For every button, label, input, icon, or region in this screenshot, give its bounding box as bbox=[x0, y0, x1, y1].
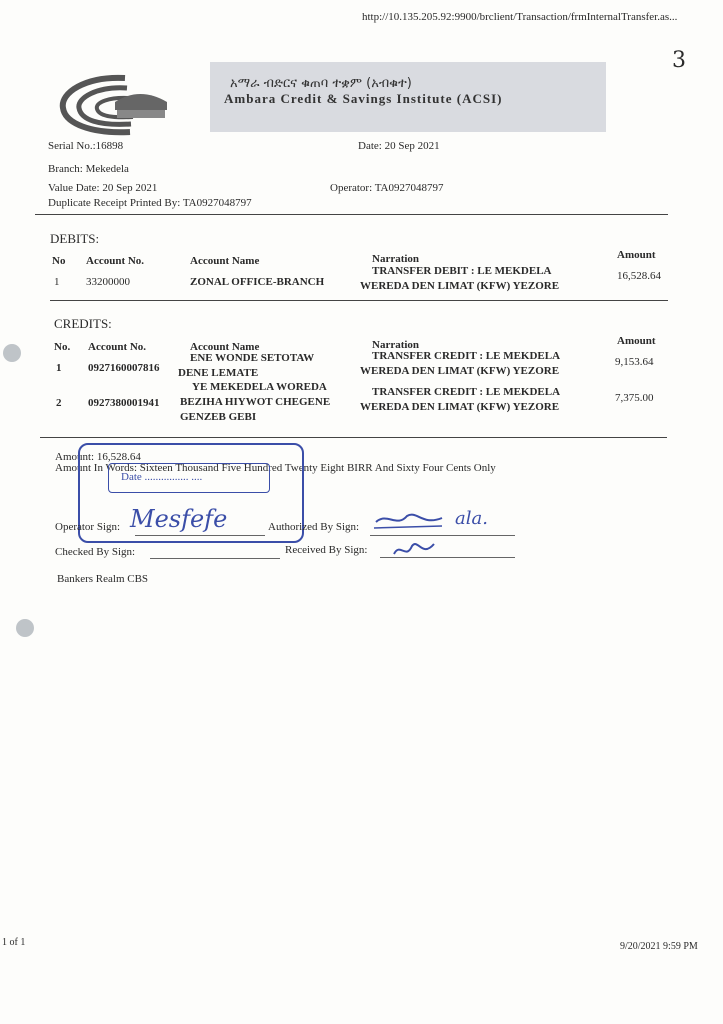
credit-row-account-no: 0927160007816 bbox=[88, 362, 160, 374]
divider bbox=[50, 300, 668, 301]
credits-title: CREDITS: bbox=[54, 316, 112, 331]
received-signature-scribble bbox=[390, 536, 440, 564]
operator-sign-line bbox=[135, 535, 265, 536]
institution-banner bbox=[210, 62, 606, 132]
credits-header-amount: Amount bbox=[617, 335, 656, 347]
page-number-mark: 3 bbox=[672, 48, 686, 73]
credit-row-narration-2: WEREDA DEN LIMAT (KFW) YEZORE bbox=[360, 401, 560, 413]
system-name: Bankers Realm CBS bbox=[57, 573, 149, 585]
debit-row-amount: 16,528.64 bbox=[617, 270, 661, 282]
debit-row-narration-2: WEREDA DEN LIMAT (KFW) YEZORE bbox=[360, 280, 560, 292]
operator-signature: Mesfefe bbox=[130, 505, 228, 533]
operator-sign-label: Operator Sign: bbox=[55, 521, 121, 533]
page-url: http://10.135.205.92:9900/brclient/Transaction/frmInternalTransfer.as... bbox=[362, 11, 678, 23]
punch-hole bbox=[3, 344, 21, 362]
credit-row-name-1: ENE WONDE SETOTAW bbox=[190, 352, 315, 364]
acsi-logo bbox=[55, 68, 175, 138]
credit-row-name-2: BEZIHA HIYWOT CHEGENE bbox=[180, 396, 331, 408]
received-sign-line bbox=[380, 557, 515, 558]
page-count: 1 of 1 bbox=[2, 937, 26, 948]
credit-row-name-1: YE MEKEDELA WOREDA bbox=[192, 381, 327, 393]
debits-header-narration: Narration bbox=[372, 253, 420, 265]
authorized-signature-scribble bbox=[372, 508, 447, 534]
credit-row-narration-2: WEREDA DEN LIMAT (KFW) YEZORE bbox=[360, 365, 560, 377]
authorized-signature: ala. bbox=[455, 508, 488, 529]
debits-header-account-name: Account Name bbox=[190, 255, 260, 267]
institution-name-amharic: አማራ ብድርና ቁጠባ ተቋም (አብቁተ) bbox=[230, 76, 412, 91]
debits-header-amount: Amount bbox=[617, 249, 656, 261]
credit-row-amount: 7,375.00 bbox=[615, 392, 654, 404]
credit-row-no: 2 bbox=[56, 397, 62, 409]
credit-row-name-2: DENE LEMATE bbox=[178, 367, 259, 379]
debit-row-no: 1 bbox=[54, 276, 60, 288]
value-date: Value Date: 20 Sep 2021 bbox=[48, 182, 158, 194]
credit-row-narration-1: TRANSFER CREDIT : LE MEKDELA bbox=[372, 350, 561, 362]
credit-row-account-no: 0927380001941 bbox=[88, 397, 160, 409]
checked-sign-label: Checked By Sign: bbox=[55, 546, 136, 558]
serial-number: Serial No.:16898 bbox=[48, 140, 124, 152]
received-sign-label: Received By Sign: bbox=[285, 544, 368, 556]
branch: Branch: Mekedela bbox=[48, 163, 129, 175]
duplicate-printed-by: Duplicate Receipt Printed By: TA0927048797 bbox=[48, 197, 252, 209]
divider bbox=[35, 214, 668, 215]
operator: Operator: TA0927048797 bbox=[330, 182, 444, 194]
punch-hole bbox=[16, 619, 34, 637]
stamp-date-label: Date ................ .... bbox=[121, 471, 203, 483]
stamp-date-box bbox=[108, 463, 270, 493]
debits-header-no: No bbox=[52, 255, 66, 267]
checked-sign-line bbox=[150, 558, 280, 559]
credit-row-no: 1 bbox=[56, 362, 62, 374]
total-amount: Amount: 16,528.64 bbox=[55, 451, 141, 463]
credits-header-account-no: Account No. bbox=[88, 341, 147, 353]
debit-row-narration-1: TRANSFER DEBIT : LE MEKDELA bbox=[372, 265, 552, 277]
print-timestamp: 9/20/2021 9:59 PM bbox=[620, 941, 698, 952]
divider bbox=[40, 437, 667, 438]
debit-row-account-name: ZONAL OFFICE-BRANCH bbox=[190, 276, 325, 288]
authorized-sign-label: Authorized By Sign: bbox=[268, 521, 360, 533]
credit-row-name-3: GENZEB GEBI bbox=[180, 411, 257, 423]
credits-header-no: No. bbox=[54, 341, 71, 353]
institution-name-english: Ambara Credit & Savings Institute (ACSI) bbox=[224, 91, 503, 106]
credit-row-narration-1: TRANSFER CREDIT : LE MEKDELA bbox=[372, 386, 561, 398]
debit-row-account-no: 33200000 bbox=[86, 276, 130, 288]
credits-header-account-name: Account Name bbox=[190, 341, 260, 353]
credits-header-narration: Narration bbox=[372, 339, 420, 351]
amount-in-words: Amount In Words: Sixteen Thousand Five Hundred Twenty Eight BIRR And Sixty Four Cents Only bbox=[55, 462, 496, 474]
credit-row-amount: 9,153.64 bbox=[615, 356, 654, 368]
debits-header-account-no: Account No. bbox=[86, 255, 145, 267]
receipt-date: Date: 20 Sep 2021 bbox=[358, 140, 440, 152]
debits-title: DEBITS: bbox=[50, 231, 100, 246]
